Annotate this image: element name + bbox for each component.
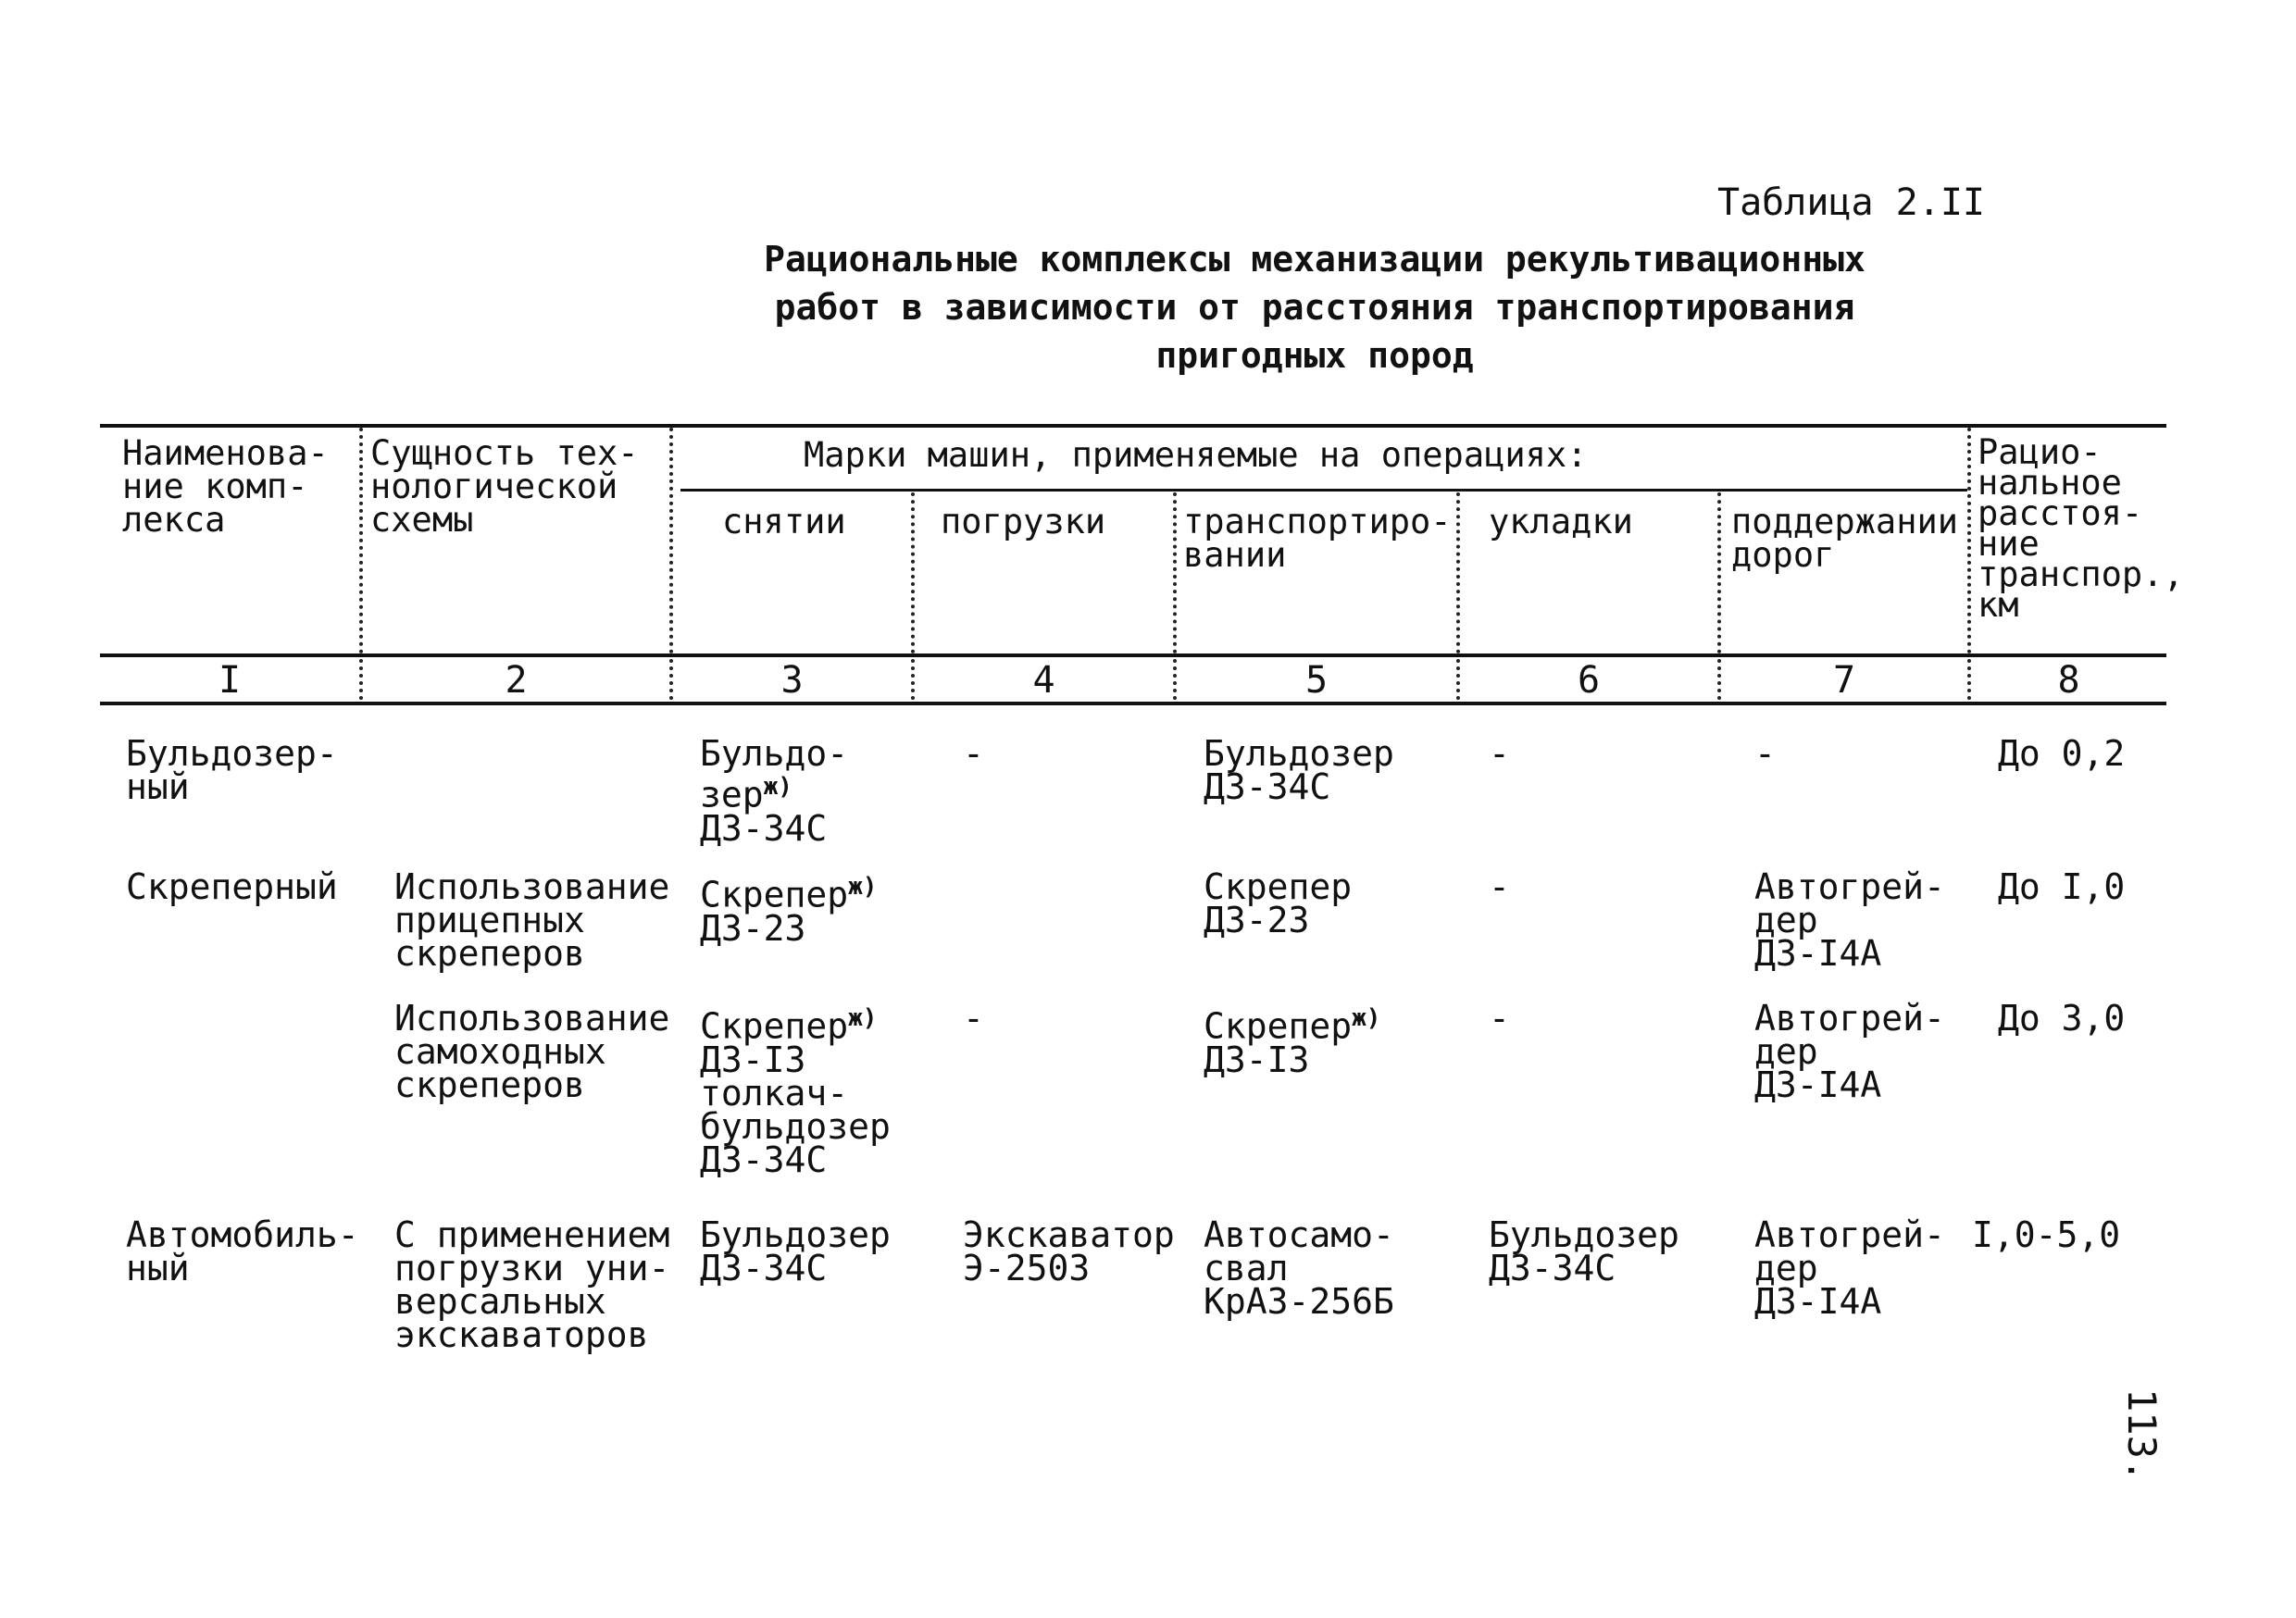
header-col-1: Наименова- ние комп- лекса	[122, 433, 329, 540]
table-row-1-roads: -	[1754, 733, 1776, 774]
col-separator	[669, 428, 673, 653]
table-row-4-loading: Экскаватор Э-2503	[963, 1214, 1175, 1288]
footnote-mark: ж)	[848, 1004, 878, 1032]
table-row-3-loading: -	[963, 998, 984, 1039]
column-number: 3	[780, 659, 804, 702]
column-number: 5	[1304, 659, 1329, 702]
col-separator	[911, 492, 915, 653]
table-row-2-removal: Скрепер$^{ж)}$ ДЗ-23	[700, 873, 878, 949]
table-row-1-laying: -	[1489, 733, 1510, 774]
table-title-line-1: Рациональные комплексы механизации рекультивационных	[764, 239, 1866, 280]
header-group: Марки машин, применяемые на операциях:	[804, 435, 1588, 475]
table-title-line-3: пригодных пород	[1155, 335, 1474, 376]
table-row-4-removal: Бульдозер ДЗ-34С	[700, 1214, 891, 1288]
table-row-2-distance: До I,0	[1998, 866, 2126, 907]
table-row-3-transport: Скрепер$^{ж)}$ ДЗ-I3	[1204, 1004, 1381, 1080]
col-separator	[1717, 492, 1721, 653]
table-row-4-scheme: С применением погрузки уни- версальных экскаваторов	[394, 1214, 670, 1355]
col-separator	[1967, 428, 1971, 653]
column-number: 7	[1832, 659, 1856, 702]
header-col-4: погрузки	[941, 502, 1106, 541]
header-col-7: поддержании дорог	[1731, 502, 1959, 575]
column-number: 8	[2057, 659, 2080, 702]
table-row-4-distance: I,0-5,0	[1972, 1214, 2121, 1255]
header-col-6: укладки	[1489, 502, 1633, 541]
table-row-4-name: Автомобиль- ный	[126, 1214, 359, 1288]
footnote-mark: ж)	[848, 873, 878, 901]
table-row-3-roads: Автогрей- дер ДЗ-I4А	[1754, 998, 1945, 1105]
table-title-line-2: работ в зависимости от расстояния транспортирования	[774, 287, 1855, 328]
col-separator	[1173, 492, 1177, 653]
header-col-8: Рацио- нальное расстоя- ние транспор., км	[1978, 432, 2184, 625]
table-row-3-distance: До 3,0	[1998, 998, 2126, 1039]
table-row-1-transport: Бульдозер ДЗ-34С	[1204, 733, 1394, 807]
table-row-3-scheme: Использование самоходных скреперов	[394, 998, 670, 1105]
table-row-2-name: Скреперный	[126, 866, 338, 907]
table-top-rule	[100, 424, 2166, 428]
table-row-4-roads: Автогрей- дер ДЗ-I4А	[1754, 1214, 1945, 1322]
table-row-2-scheme: Использование прицепных скреперов	[394, 866, 670, 974]
table-row-1-distance: До 0,2	[1998, 733, 2126, 774]
table-row-4-laying: Бульдозер ДЗ-34С	[1489, 1214, 1679, 1288]
numbers-bottom-rule	[100, 702, 2166, 705]
column-number: 4	[1032, 659, 1055, 702]
header-col-2: Сущность тех- нологической схемы	[370, 433, 639, 540]
table-row-2-transport: Скрепер ДЗ-23	[1204, 866, 1353, 940]
header-col-5: транспортиро- вании	[1183, 502, 1452, 575]
table-row-1-name: Бульдозер- ный	[126, 733, 338, 807]
page-number: 113.	[2119, 1388, 2165, 1483]
group-header-rule	[680, 489, 1967, 492]
column-number: I	[218, 659, 242, 702]
table-row-3-laying: -	[1489, 998, 1510, 1039]
table-row-4-transport: Автосамо- свал КрАЗ-256Б	[1204, 1214, 1394, 1322]
header-bottom-rule	[100, 653, 2166, 657]
footnote-mark: ж)	[763, 773, 792, 801]
column-number: 2	[505, 659, 528, 702]
col-separator	[1456, 492, 1460, 653]
header-col-3: снятии	[722, 502, 846, 541]
table-row-2-roads: Автогрей- дер ДЗ-I4А	[1754, 866, 1945, 974]
footnote-mark: ж)	[1352, 1004, 1381, 1032]
table-label: Таблица 2.II	[1717, 181, 1985, 224]
table-row-1-removal: Бульдо- зер$^{ж)}$ ДЗ-34С	[700, 733, 849, 849]
col-separator	[359, 428, 363, 653]
table-row-3-removal: Скрепер$^{ж)}$ ДЗ-I3 толкач- бульдозер ДЗ-34С	[700, 1004, 891, 1180]
table-row-1-loading: -	[963, 733, 984, 774]
table-row-2-laying: -	[1489, 866, 1510, 907]
column-number: 6	[1577, 659, 1601, 702]
